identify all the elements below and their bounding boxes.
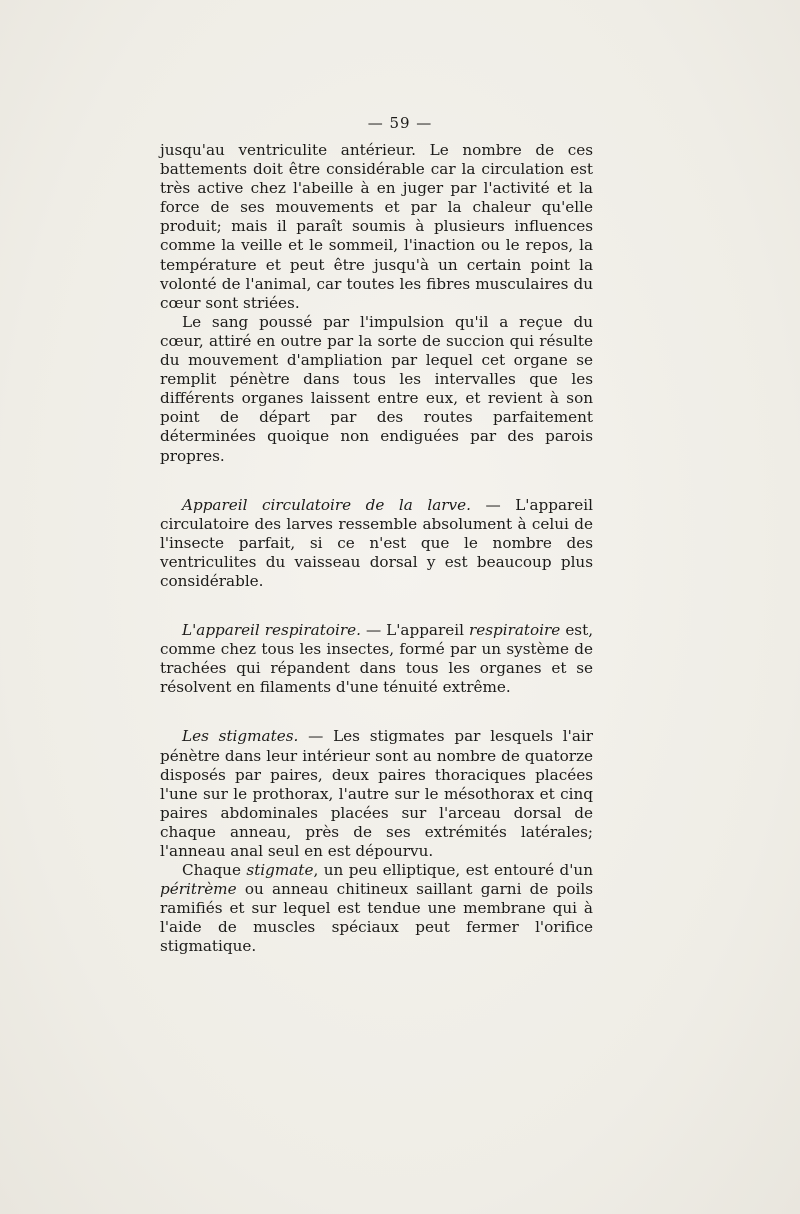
paragraph-text: , un peu elliptique, est entouré d'un: [313, 861, 593, 880]
paragraph-text: est, comme chez tous les insectes, formé par un système de trachées qui répandent dans tous les organes et se résolvent en filaments d'une ténuité extrême.: [160, 621, 594, 697]
paragraph-text: jusqu'au ventriculite antérieur. Le nombre de ces battements doit être considérable car la circulation est très active chez l'abeille à en juger par l'activité et la force de ses mouvements et par la chaleur qu'elle produit; mais il paraît soumis à plusieurs influences comme la veille et le sommeil, l'inaction ou le repos, la température et peut être jusqu'à un certain point la volonté de l'animal, car toutes les fibres musculaires du cœur sont striées.: [160, 141, 593, 312]
paragraph-text: — L'appareil: [365, 621, 464, 640]
section-title: Appareil circulatoire de la larve.: [182, 495, 471, 514]
paragraph-stigmates: [160, 727, 593, 861]
page-number: — 59 —: [367, 114, 433, 132]
paragraph-heart-beats: [160, 141, 593, 313]
paragraph-text: ou anneau chitineux saillant garni de poils ramifiés et sur lequel est tendue une membrane qui à l'aide de muscles spéciaux peut fermer l'orifice stigmatique.: [160, 880, 593, 956]
paragraph-blood-flow: [160, 313, 593, 466]
paragraph-text: Le sang poussé par l'impulsion qu'il a reçue du cœur, attiré en outre par la sorte de succion qui résulte du mouvement d'ampliation par lequel cet organe se remplit pénètre dans tous les intervalles que les différents organes laissent entre eux, et revient à son point de départ par des routes parfaitement déterminées quoique non endiguées par des parois propres.: [160, 312, 593, 465]
section-title: Les stigmates.: [182, 727, 299, 746]
emphasis: respiratoire: [468, 621, 561, 640]
paragraph-respiratory: [160, 621, 593, 697]
paragraph-text: — L'appareil circulatoire des larves ressemble absolument à celui de l'insecte parfait, si ce n'est que le nombre des ventriculites du vaisseau dorsal y est beaucoup plus considérable.: [160, 495, 594, 590]
page-text: [160, 141, 593, 957]
section-title: L'appareil respiratoire.: [182, 621, 361, 640]
paragraph-larva-circulation: [160, 496, 593, 591]
emphasis: stigmate: [246, 861, 314, 880]
emphasis: péritrème: [160, 880, 237, 899]
paragraph-text: Chaque: [182, 861, 241, 880]
paragraph-text: — Les stigmates par lesquels l'air pénètre dans leur intérieur sont au nombre de quatorze disposés par paires, deux paires thoraciques placées l'une sur le prothorax, l'autre sur le mésothorax et cinq paires abdominales placées sur l'arceau dorsal de chaque anneau, près de ses extrémités latérales; l'anneau anal seul en est dépourvu.: [160, 727, 593, 860]
paragraph-stigmate-detail: [160, 861, 593, 956]
